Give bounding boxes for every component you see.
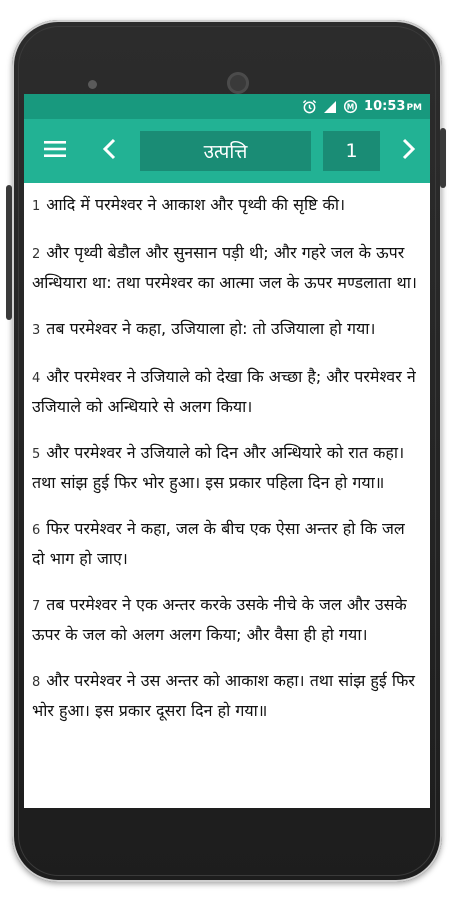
verse-text: और परमेश्वर ने उस अन्तर को आकाश कहा। तथा सांझ हुई फिर भोर हुआ। इस प्रकार दूसरा दिन हो गया॥ xyxy=(32,671,415,720)
verse-text: आदि में परमेश्वर ने आकाश और पृथ्वी की सृष्टि की। xyxy=(46,195,346,214)
verse-number: 3 xyxy=(32,323,41,338)
verse-number: 2 xyxy=(32,247,41,262)
chapter-selector[interactable]: 1 xyxy=(323,131,380,171)
chevron-right-icon xyxy=(402,138,416,164)
verse-text: फिर परमेश्वर ने कहा, जल के बीच एक ऐसा अन्तर हो कि जल दो भाग हो जाए। xyxy=(32,519,405,568)
book-selector[interactable]: उत्पत्ति xyxy=(140,131,311,171)
previous-chapter-button[interactable] xyxy=(96,119,122,183)
status-bar xyxy=(24,94,430,119)
verse-item[interactable] xyxy=(32,439,420,497)
verse-item[interactable] xyxy=(32,315,420,345)
verse-number: 7 xyxy=(32,599,41,614)
verse-item[interactable] xyxy=(32,591,420,649)
verse-item[interactable] xyxy=(32,667,420,725)
verse-number: 4 xyxy=(32,371,41,386)
verse-number: 8 xyxy=(32,675,41,690)
verse-text: और पृथ्वी बेडौल और सुनसान पड़ी थी; और गहरे जल के ऊपर अन्धियारा था: तथा परमेश्वर का आत्मा जल के ऊपर मण्डलाता था। xyxy=(32,243,417,292)
verse-text: और परमेश्वर ने उजियाले को देखा कि अच्छा है; और परमेश्वर ने उजियाले को अन्धियारे से अलग किया। xyxy=(32,367,416,416)
chevron-left-icon xyxy=(102,138,116,164)
verse-text: तब परमेश्वर ने कहा, उजियाला हो: तो उजियाला हो गया। xyxy=(46,319,376,338)
sensor-dot xyxy=(88,80,97,89)
verse-item[interactable] xyxy=(32,363,420,421)
menu-icon xyxy=(44,140,66,162)
verse-item[interactable] xyxy=(32,515,420,573)
clock-ampm: PM xyxy=(406,103,422,113)
verse-item[interactable] xyxy=(32,191,420,221)
verse-text: तब परमेश्वर ने एक अन्तर करके उसके नीचे के जल और उसके ऊपर के जल को अलग अलग किया; और वैसा ही हो गया। xyxy=(32,595,407,644)
menu-button[interactable] xyxy=(38,119,72,183)
signal-icon xyxy=(323,100,337,114)
next-chapter-button[interactable] xyxy=(396,119,422,183)
verse-list[interactable] xyxy=(24,183,430,725)
verse-number: 1 xyxy=(32,199,41,214)
app-screen xyxy=(24,94,430,808)
verse-text: और परमेश्वर ने उजियाले को दिन और अन्धियारे को रात कहा। तथा सांझ हुई फिर भोर हुआ। इस प्रकार पहिला दिन हो गया॥ xyxy=(32,443,405,492)
verse-number: 6 xyxy=(32,523,41,538)
front-camera xyxy=(227,72,249,94)
alarm-icon xyxy=(302,99,317,114)
verse-number: 5 xyxy=(32,447,41,462)
clock-time: 10:53PM xyxy=(364,99,422,114)
svg-text:M: M xyxy=(346,102,355,112)
volume-button xyxy=(6,185,12,320)
data-saver-icon xyxy=(343,99,358,114)
power-button xyxy=(440,128,446,188)
verse-item[interactable] xyxy=(32,239,420,297)
toolbar xyxy=(24,119,430,183)
